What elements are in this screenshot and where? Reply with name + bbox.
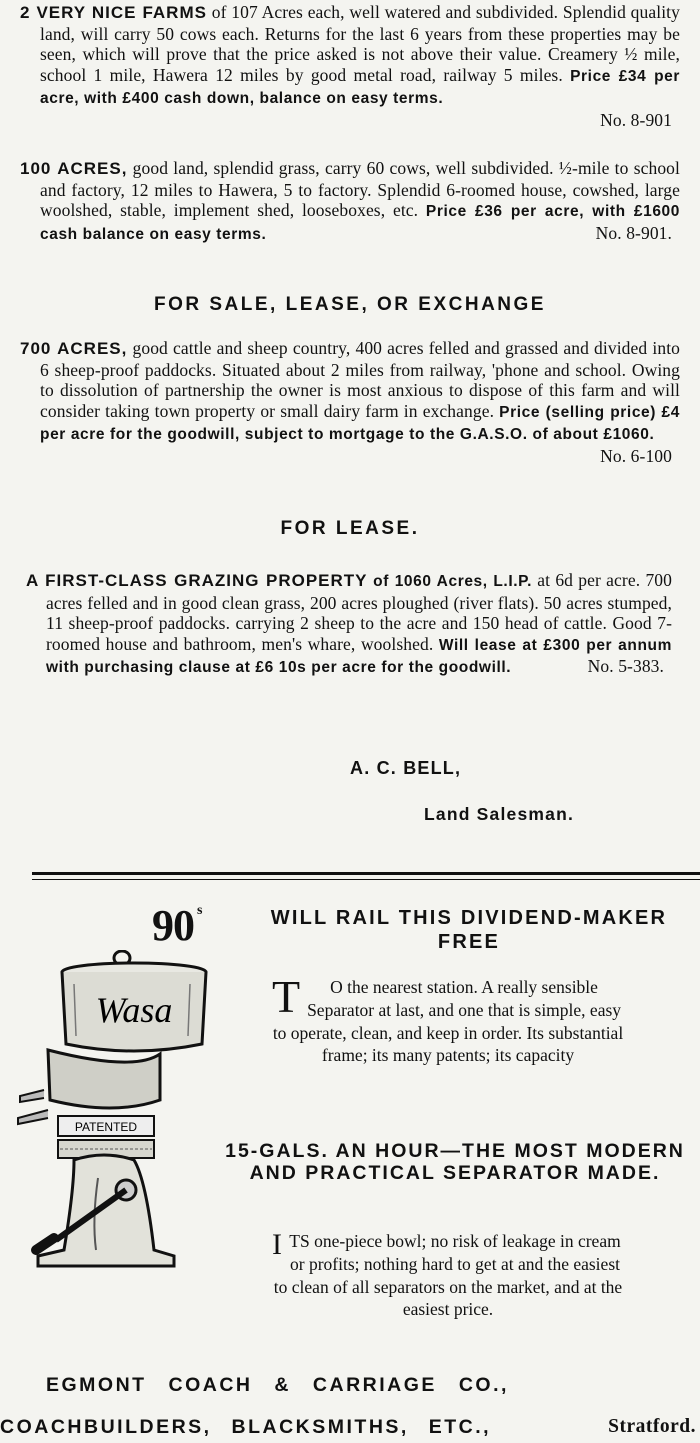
footer-trades-row	[0, 1416, 700, 1439]
brand-on-image: Wasa	[95, 990, 173, 1030]
ad-paragraph-1-text: O the nearest station. A really sensible Separator at last, and one that is simple, easy to operate, clean, and keep in order. Its substantial frame; its many patents; its capacity	[272, 977, 624, 1066]
divider-rule	[32, 872, 700, 875]
listing-lead: A FIRST-CLASS GRAZING PROPERTY	[26, 571, 368, 590]
dropcap-2: I	[272, 1228, 282, 1261]
listing-terms: Price £36 per acre, with £1600 cash balance on easy terms.	[40, 203, 680, 243]
patent-label: PATENTED	[74, 1120, 138, 1134]
ad-paragraph-2	[272, 1230, 624, 1321]
ad-paragraph-1	[272, 971, 624, 1067]
divider-rule-thin	[32, 879, 700, 880]
ad-price-value: 90	[152, 901, 194, 950]
ad-price	[152, 900, 201, 951]
agent-title: Land Salesman.	[424, 804, 575, 824]
listing-body: good land, splendid grass, carry 60 cows, well subdivided. ½-mile to school and factory, 12 miles to Hawera, 5 to factory. Splendid 6-roomed house, cowshed, large woolshed, stable, implement shed, looseboxes, etc.	[40, 158, 680, 221]
listing-700-acres	[20, 338, 680, 467]
footer-company: EGMONT COACH & CARRIAGE CO.,	[46, 1374, 509, 1396]
listing-terms: Will lease at £300 per annum with purchasing clause at £6 10s per acre for the goodwill.	[46, 636, 672, 677]
listing-lead: 700 ACRES,	[20, 339, 128, 358]
ad-subheading: 15-GALS. AN HOUR—THE MOST MODERN AND PRACTICAL SEPARATOR MADE.	[225, 1140, 685, 1184]
footer-trades: COACHBUILDERS, BLACKSMITHS, ETC.,	[0, 1416, 492, 1438]
ad-price-unit: s	[197, 903, 202, 918]
listing-ref: No. 5-383.	[587, 656, 664, 677]
ad-paragraph-2-text: TS one-piece bowl; no risk of leakage in cream or profits; nothing hard to get at and the easiest to clean of all separators on the market, and at the easiest price.	[273, 1231, 623, 1320]
ad-headline: WILL RAIL THIS DIVIDEND-MAKER FREE	[270, 907, 668, 953]
footer-town: Stratford.	[608, 1416, 696, 1437]
listing-lead: 100 ACRES,	[20, 159, 128, 178]
dropcap-1: T	[272, 971, 301, 1022]
listing-terms: Price (selling price) £4 per acre for the goodwill, subject to mortgage to the G.A.S.O. of about £1060.	[40, 403, 680, 444]
cream-separator-illustration	[14, 950, 214, 1270]
listing-body: at 6d per acre. 700 acres felled and in good clean grass, 200 acres ploughed (river flats). 50 acres stumped, 11 sheep-proof paddocks. carrying 2 sheep to the acre and 150 head of cattle. Good 7-roomed house and bathroom, men's whare, woolshed.	[46, 570, 672, 654]
listing-body: of 107 Acres each, well watered and subdivided. Splendid quality land, will carry 50 cows each. Returns for the last 6 years from these properties may be seen, which will prove that the price asked is not above their value. Creamery ½ mile, school 1 mile, Hawera 12 miles by good metal road, railway 5 miles.	[40, 2, 680, 85]
listing-grazing-property	[26, 570, 672, 679]
agent-name: A. C. BELL,	[350, 758, 462, 778]
listing-100-acres	[20, 158, 680, 245]
listing-ref: No. 6-100	[600, 445, 672, 466]
listing-ref: No. 8-901.	[595, 222, 672, 243]
listing-ref: No. 8-901	[600, 109, 672, 130]
listing-body: good cattle and sheep country, 400 acres felled and grassed and divided into 6 sheep-proof paddocks. Situated about 2 miles from railway, 'phone and school. Owing to dissolution of partnership the owner is most anxious to dispose of this farm and will consider taking town property or small dairy farm in exchange.	[40, 338, 681, 421]
listing-terms: Price £34 per acre, with £400 cash down, balance on easy terms.	[40, 67, 680, 108]
listing-size: of 1060 Acres, L.I.P.	[367, 573, 532, 590]
section-heading-sale-lease-exchange: FOR SALE, LEASE, OR EXCHANGE	[154, 294, 546, 315]
section-heading-for-lease: FOR LEASE.	[280, 518, 420, 539]
listing-very-nice-farms	[20, 2, 680, 131]
listing-lead: 2 VERY NICE FARMS	[20, 3, 207, 22]
